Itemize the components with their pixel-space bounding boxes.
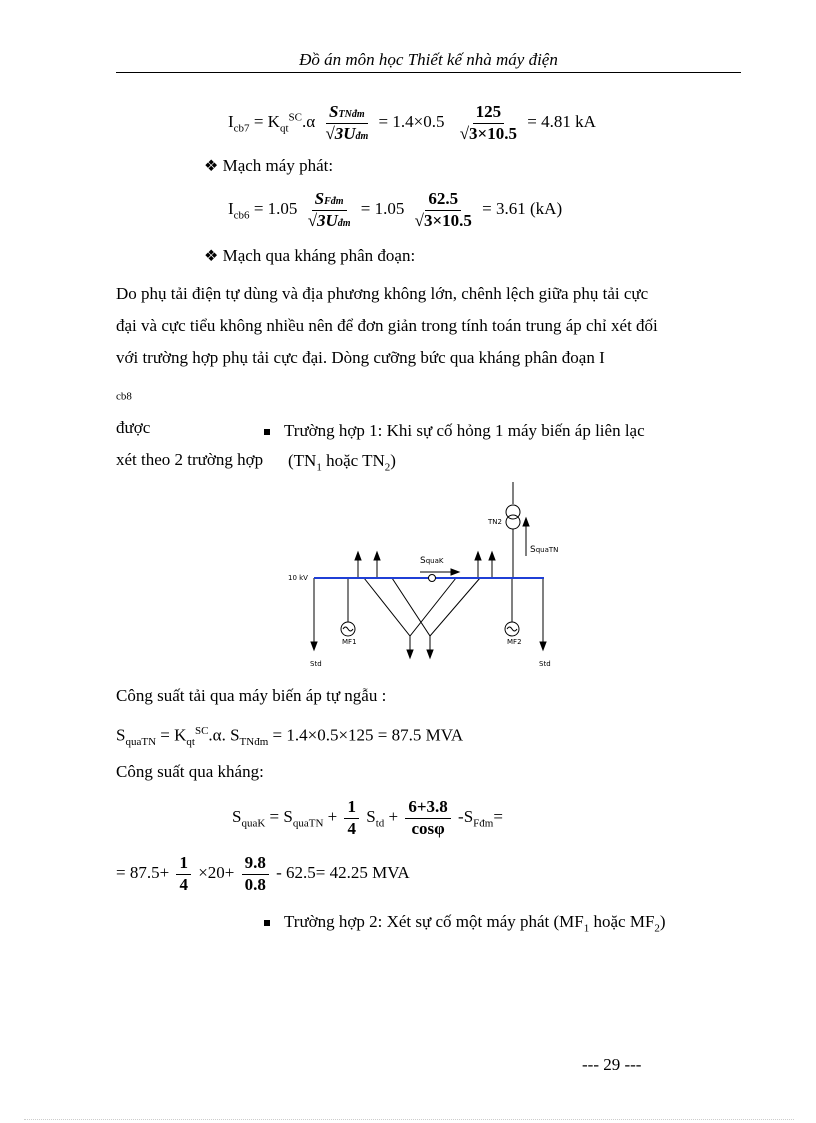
transformer-coil-bottom: [506, 515, 520, 529]
header-divider: [116, 72, 741, 73]
label-s-quak: SquaK: [420, 556, 444, 566]
heading-reactor-circuit: ❖ Mạch qua kháng phân đoạn:: [204, 246, 416, 265]
label-mf1: MF1: [342, 638, 357, 646]
label-std-right: Std: [539, 660, 551, 668]
reactor-symbol: [429, 575, 436, 582]
equation-squak-value: = 87.5+ $\frac{1}{4}$ ×20+ $\frac{9.8}{0.8}$ - 62.5= 42.25 MVA: [116, 853, 410, 894]
body-paragraph: Do phụ tải điện tự dùng và địa phương không lớn, chênh lệch giữa phụ tải cực đại và cực tiểu không nhiều nên để đơn giản trong tính toán trung áp chỉ xét đối với trường hợp phụ tải cực đại. Dòng cưỡng bức qua kháng phân đoạn I $_{cb8}$ được xét theo 2 trường hợp: [116, 284, 658, 470]
equation-icb7: $I_{cb7} = K_{qt}^{SC}.\alpha$ $\frac{\text{STNđm}}{\text{√3Uđm}}$ = 1.4×0.5 $\frac{125}{√3\times 10.5}$ = 4.81 kA: [228, 102, 596, 143]
square-bullet-icon: [264, 920, 270, 926]
label-std-left: Std: [310, 660, 322, 668]
page-number: --- 29 ---: [582, 1055, 642, 1074]
equation-squak: $S_{quaK} = S_{quaTN}$ + $\frac{1}{4}$ $S_{td}$ + $\frac{6+3.8}{\cos\varphi}$ $-S_{Fđm}=$: [232, 797, 503, 838]
power-auto-heading: Công suất tải qua máy biến áp tự ngẫu :: [116, 686, 387, 705]
equation-icb6: $I_{cb6} = 1.05$ $\frac{\text{SFđm}}{\text{√3Uđm}}$ = 1.05 $\frac{62.5}{√3\times 10.5}$ = 3.61 (kA): [228, 189, 563, 230]
page-header: Đồ án môn học Thiết kế nhà máy điện: [299, 50, 558, 69]
case-1: Trường hợp 1: Khi sự cố hỏng 1 máy biến áp liên lạc ($TN_1$ hoặc $TN_2$): [264, 416, 741, 482]
label-voltage: 10 kV: [288, 574, 308, 582]
label-transformer: TN2: [488, 518, 502, 526]
label-mf2: MF2: [507, 638, 522, 646]
equation-squatn: $S_{quaTN} = K_{qt}^{SC}.\alpha$. $S_{TNđm} = 1.4\times 0.5\times 125 = 87.5$ MVA: [116, 725, 464, 749]
square-bullet-icon: [264, 429, 270, 435]
diamond-bullet-icon: ❖: [204, 248, 219, 265]
footer-divider: [24, 1119, 794, 1120]
reactor-circuit-diagram: [280, 478, 580, 674]
diamond-bullet-icon: ❖: [204, 158, 219, 175]
label-s-quatn: SquaTN: [530, 545, 559, 555]
power-reactor-heading: Công suất qua kháng:: [116, 762, 264, 781]
heading-generator-circuit: ❖ Mạch máy phát:: [204, 156, 334, 175]
case-2: Trường hợp 2: Xét sự cố một máy phát ($MF_1$ hoặc $MF_2$): [264, 912, 666, 934]
